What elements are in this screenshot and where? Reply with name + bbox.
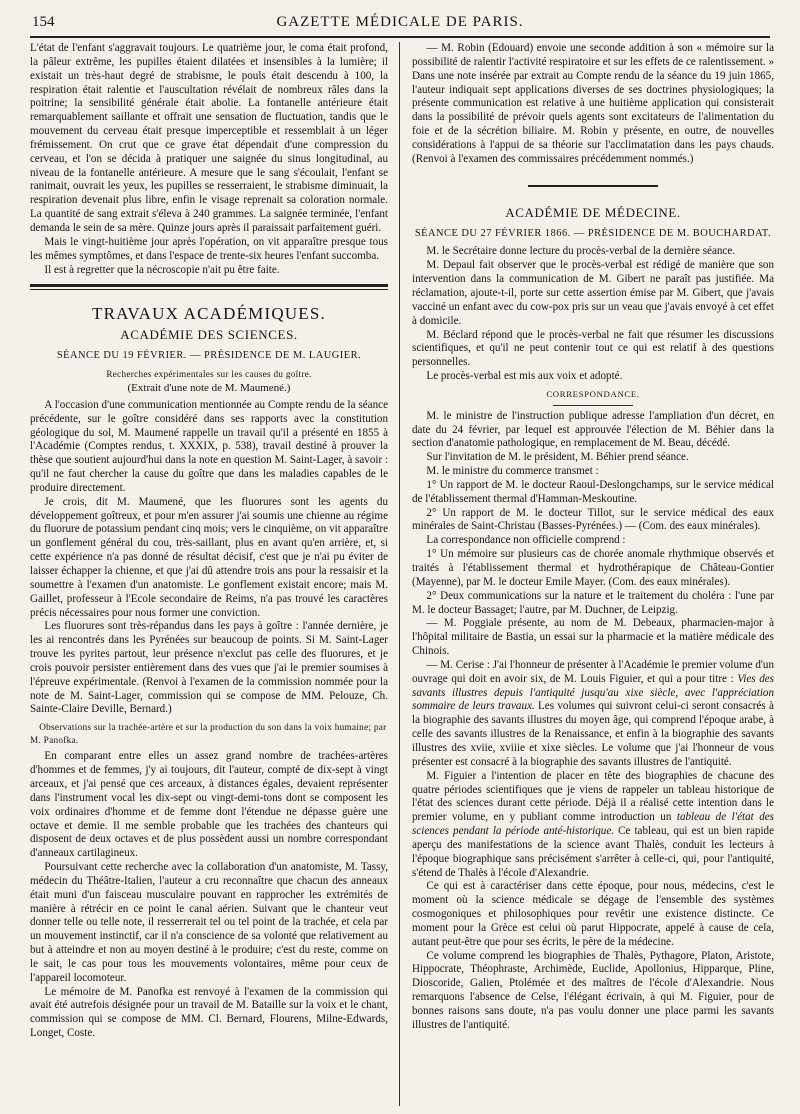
article-paragraph: M. Depaul fait observer que le procès-verbal est rédigé de manière que son intervention dans la communication de M. Gibert ne paraît pas justifiée. Ma réclamation, ajoute-t-il, porte sur cette assertion émise par M. Gibert, que j'avais vacciné un enfant avec du cow-pox pris sur un veau que j'avais envoyé à cet effet à domicile. (412, 259, 774, 327)
article-subtitle: (Extrait d'une note de M. Maumené.) (127, 382, 291, 395)
article-title: Recherches expérimentales sur les causes du goître. (106, 369, 312, 380)
academy-heading: ACADÉMIE DE MÉDECINE. (505, 204, 681, 220)
article-paragraph: Ce volume comprend les biographies de Thalès, Pythagore, Platon, Aristote, Hippocrate, Théophraste, Archimède, Euclide, Apollonius, Hipparque, Pline, Dioscoride, Galien, Ptolémée et des maîtres de l'école d'Alexandrie. Nous remarquons l'absence de Celse, l'élégant écrivain, à qui M. Figuier, pour de bonnes raisons sans doute, n'a pas voulu donner une place parmi les savants illustres de l'antiquité. (412, 949, 774, 1031)
section-title: TRAVAUX ACADÉMIQUES. (91, 304, 326, 324)
page-number: 154 (32, 14, 55, 30)
page-header (30, 10, 770, 36)
seance-heading: SÉANCE DU 27 FÉVRIER 1866. — PRÉSIDENCE DE M. BOUCHARDAT. (414, 227, 772, 239)
book-title: Vies des savants illustres depuis l'antiquité jusqu'au xixe siècle, avec l'appréciation sommaire de leurs travaux. (412, 672, 774, 713)
left-column (30, 42, 388, 1108)
case-paragraph: L'état de l'enfant s'aggravait toujours. Le quatrième jour, le coma était profond, la pâleur extrême, les pupilles étaient dilatées et insensibles à la lumière; il existait un très-haut degré de strabisme, le pouls était descendu à 100, la respiration était ralentie et l'auscultation révélait de nombreux râles dans la poitrine; la sensibilité générale était abolie. La fontanelle antérieure était remarquablement saillante et offrait une sensation de fluctuation, tandis que le mouvement du cerveau était presque imperceptible et ressemblait à un léger frémissement. On crut que ce grave état dépendait d'une compression du cerveau, et l'on se décida à pratiquer une saignée du sinus longitudinal, au niveau de la fontanelle antérieure. A mesure que le sang s'écoulait, l'enfant se ranimait, ouvrait les yeux, les pupilles se resserraient, le strabisme diminuait, la respiration devenait plus libre, enfin le visage reprenait sa coloration normale. La quantité de sang extrait s'éleva à 240 grammes. La saignée terminée, l'enfant demanda le sein de sa mère. Quinze jours après il paraissait parfaitement guéri. (30, 42, 388, 234)
article-paragraph: Les fluorures sont très-répandus dans les pays à goître : l'année dernière, je les ai rencontrés dans les Pyrénées sur beaucoup de points. Si M. Saint-Lager trouve les pyrites partout, leur présence n'exclut pas celle des fluorures, et je crois pouvoir persister entièrement dans des vues que j'ai le premier soumises à l'épreuve expérimentale. (Renvoi à l'examen de la commission nommée pour la note de M. Saint-Lager, commission qui se compose de MM. Pelouze, Ch. Sainte-Claire Deville, Bernard.) (30, 620, 388, 716)
article-paragraph: Sur l'invitation de M. le président, M. Béhier prend séance. (426, 451, 689, 464)
article-paragraph: 2° Deux communications sur la nature et le traitement du choléra : l'une par M. le docteur Bassaget; l'autre, par M. Duchner, de Leipzig. (412, 589, 774, 616)
correspondence-heading: CORRESPONDANCE. (546, 388, 640, 399)
article-title: Observations sur la trachée-artère et sur la production du son dans la voix humaine; par M. Panofka. (30, 722, 387, 745)
article-paragraph: Le mémoire de M. Panofka est renvoyé à l'examen de la commission qui avait été autrefois désignée pour un travail de M. Bataille sur la voix et le chant, commission qui se compose de MM. Cl. Bernard, Flourens, Milne-Edwards, Longet, Coste. (30, 985, 388, 1040)
text-run: Les volumes qui suivront celui-ci seront consacrés à la biographie des savants illustres du moyen âge, qui comprend l'époque arabe, à celle des savants illustres de la Renaissance, et enfin à la biographie des savants illustres des xviie, xviiie et xixe siècles. Le volume que j'ai l'honneur de vous présenter est consacré à la biographie des savants illustres de l'antiquité. (412, 700, 774, 768)
column-divider (399, 42, 400, 1106)
case-paragraph: Il est à regretter que la nécroscopie n'ait pu être faite. (44, 263, 280, 276)
article-paragraph: La correspondance non officielle comprend : (426, 534, 626, 547)
article-paragraph: 1° Un rapport de M. le docteur Raoul-Deslongchamps, sur le service médical de l'établissement thermal d'Hamman-Meskoutine. (412, 478, 774, 505)
section-rule (30, 284, 388, 287)
text-run: M. Figuier a l'intention de placer en tête des biographies de chacune des quatre périodes scientifiques que je viens de rappeler un tableau historique de l'état des sciences durant cette période. Déjà il a réalisé cette intention dans le premier volume, en y publiant comme introduction un (412, 769, 774, 824)
article-paragraph: Le procès-verbal est mis aux voix et adopté. (426, 370, 623, 383)
correspondence-rule (553, 405, 633, 406)
right-column (412, 42, 774, 1108)
article-paragraph: 2° Un rapport de M. le docteur Tillot, sur le service médical des eaux minérales de Saint-Christau (Basses-Pyrénées.) — (Com. des eaux minérales). (412, 506, 774, 533)
article-paragraph: En comparant entre elles un assez grand nombre de trachées-artères d'hommes et de femmes, j'y ai toujours, dit l'auteur, compté de dix-sept à vingt arceaux, et j'ai pensé que ces arceaux, à distances égales, devaient représenter dans l'instrument vocal les dix-sept ou vingt-demi-tons dont se composent les voix ordinaires d'homme et de femme dont l'étendue ne dépasse guère une octave et demie. Il me semble probable que les trachées des chanteurs qui disposent de deux octaves et de plus possèdent aussi un nombre correspondant d'anneaux cartilagineux. (30, 750, 388, 860)
article-paragraph: M. le ministre de l'instruction publique adresse l'ampliation d'un décret, en date du 24 février, par lequel est approuvée l'élection de M. Béhier dans la section d'anatomie pathologique, en remplacement de M. Beau, décédé. (412, 409, 774, 450)
article-paragraph: — M. Robin (Édouard) envoie une seconde addition à son « mémoire sur la possibilité de ralentir l'activité respiratoire et sur les effets de ce ralentissement. » Dans une note insérée par extrait au Compte rendu de la séance du 19 juin 1865, l'auteur indiquait sept applications diverses de ses doctrines physiologiques; la présente communication est relative à une huitième application qui consisterait dans la possibilité de prévoir quels agents sont excitateurs de l'alimentation du foie et de la sécrétion biliaire. M. Robin y présente, en outre, de nouvelles considérations à l'appui de sa théorie sur l'acclimatation dans les pays chauds. (Renvoi à l'examen des commissaires précédemment nommés.) (412, 42, 774, 165)
header-rule (30, 36, 770, 38)
article-paragraph (412, 770, 774, 881)
section-rule (528, 185, 658, 187)
article-paragraph (412, 659, 774, 770)
italic-phrase: tableau de l'état des sciences pendant la période anté-historique. (412, 811, 774, 838)
text-run: Ce tableau, qui est un bien rapide aperçu des manifestations de la science avant Thalès, conduit les lecteurs à l'époque biographique sans précisément s'arrêter à celle-ci, qui, pour l'antiquité, s'étend de Thalès à l'école d'Alexandrie. (412, 825, 774, 879)
section-rule (30, 289, 388, 290)
article-paragraph: A l'occasion d'une communication mentionnée au Compte rendu de la séance précédente, sur le goître considéré dans ses rapports avec la constitution géologique du sol, M. Maumené rappelle un travail qu'il a présenté en 1855 à l'Académie (Comptes rendus, t. XXXIX, p. 538), travail destiné à prouver la thèse que soutient aujourd'hui dans la note en question M. Saint-Lager, à savoir : qu'il ne faut chercher la cause du goître que dans les maladies capables de le produire directement. (30, 398, 388, 494)
article-paragraph: — M. Poggiale présente, au nom de M. Debeaux, pharmacien-major à l'hôpital militaire de Bastia, un essai sur la pharmacie et la matière médicale des Chinois. (412, 617, 774, 658)
seance-heading: SÉANCE DU 19 FÉVRIER. — PRÉSIDENCE DE M. LAUGIER. (56, 350, 362, 362)
article-paragraph: Ce qui est à caractériser dans cette époque, pour nous, médecins, c'est le moment où la science médicale se dégage de l'ensemble des systèmes cosmogoniques et philosophiques pour revêtir une existence distincte. Ce moment pour la Grèce est celui où parut Hippocrate, appelé à cause de cela, autant peut-être que pour ses écrits, le père de la médecine. (412, 880, 774, 948)
case-paragraph: Mais le vingt-huitième jour après l'opération, on vit apparaître presque tous les mêmes symptômes, et dans l'espace de trente-six heures l'enfant succomba. (30, 235, 388, 262)
article-paragraph: M. Béclard répond que le procès-verbal ne fait que résumer les discussions scientifiques, et qu'il ne peut contenir tout ce qui est relatif à des questions personnelles. (412, 328, 774, 369)
article-paragraph: Poursuivant cette recherche avec la collaboration d'un anatomiste, M. Tassy, médecin du Théâtre-Italien, l'auteur a cru reconnaître que chacun des anneaux était muni d'un faisceau musculaire pouvant en rapprocher les extrémités de manière à rétrécir en ce point le canal aérien. Suivant que le chanteur veut donner telle ou telle note, il resserrerait tel ou tel point de la trachée, et cela par un mouvement instinctif, car il n'a conscience de sa volonté que relativement au but à atteindre et non au moyen destiné à le produire; c'est du reste, comme on le sait, le cas pour tous les mouvements volontaires, même pour ceux de l'appareil locomoteur. (30, 861, 388, 984)
article-paragraph: M. le ministre du commerce transmet : (426, 465, 599, 478)
article-paragraph: M. le Secrétaire donne lecture du procès-verbal de la dernière séance. (426, 245, 736, 258)
article-paragraph: 1° Un mémoire sur plusieurs cas de chorée anomale rhythmique observés et traités à l'établissement thermal et hydrothérapique de Château-Gontier (Mayenne), par M. le docteur Emile Mayer. (Com. des eaux minérales). (412, 548, 774, 588)
article-paragraph: Je crois, dit M. Maumené, que les fluorures sont les agents du développement goîtreux, et pour m'en assurer j'ai soumis une chienne au régime du fluorure de potassium pendant cinq mois; vers le cinquième, on vit apparaître un gonflement général du cou, très-saillant, plus en avant qu'en arrière, et, si cette expérience n'a pas donné de résultat décisif, c'est que je n'ai pu éviter de laisser échapper la chienne, et que j'ai dû attendre trois ans pour la ressaisir et la soumettre à l'examen d'un anatomiste. Le gonflement existait encore; mais M. Gaillet, professeur à l'Ecole secondaire de Reims, n'a pas trouvé les caractères précis nécessaires pour nous former une conviction. (30, 495, 388, 619)
text-run: — M. Cerise : J'ai l'honneur de présenter à l'Académie le premier volume d'un ouvrage qui doit en avoir six, de M. Louis Figuier, et qui a pour titre : (412, 658, 774, 685)
journal-title: GAZETTE MÉDICALE DE PARIS. (276, 14, 524, 30)
academy-heading: ACADÉMIE DES SCIENCES. (120, 327, 298, 343)
